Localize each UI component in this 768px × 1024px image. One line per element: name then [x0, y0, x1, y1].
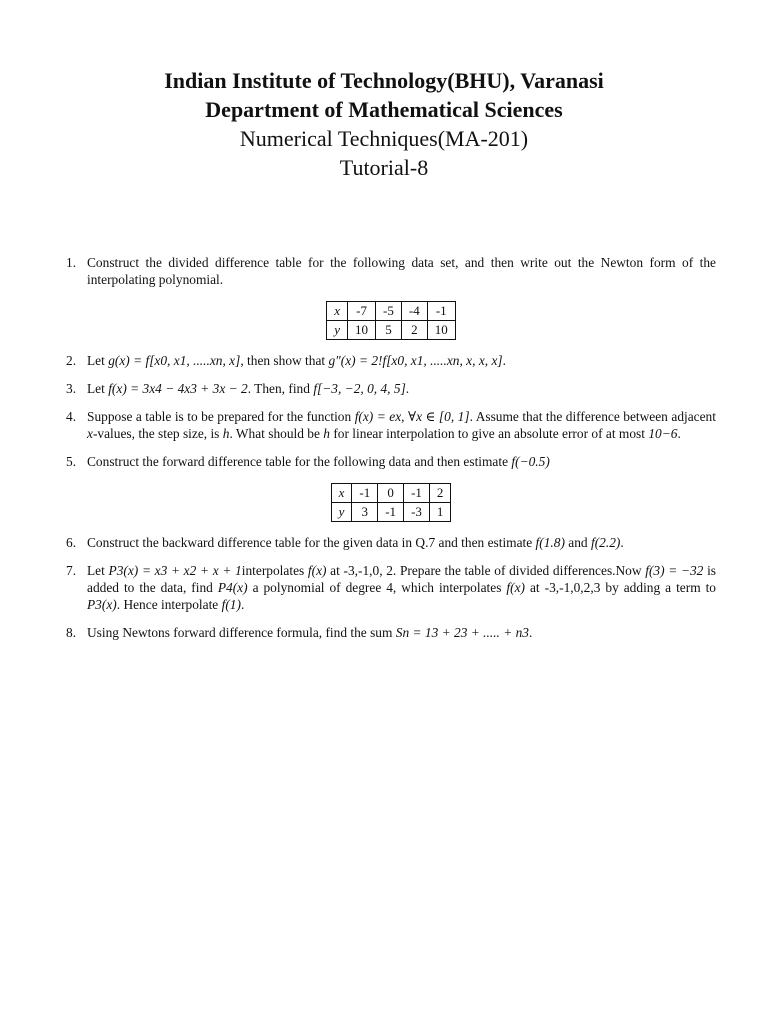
problem-text: Let g(x) = f[x0, x1, .....xn, x], then show that g″(x) = 2!f[x0, x1, .....xn, x, x, x]. [87, 353, 506, 368]
table-cell: 2 [429, 484, 451, 503]
table-cell: 1 [429, 503, 451, 522]
table-header-y: y [331, 503, 352, 522]
department-title: Department of Mathematical Sciences [205, 97, 563, 122]
table-header-y: y [327, 321, 348, 340]
problem-8 [66, 624, 716, 641]
data-table-2 [331, 483, 452, 522]
table-row-y [331, 503, 451, 522]
institute-title: Indian Institute of Technology(BHU), Varanasi [164, 68, 604, 93]
math-expression: f(−0.5) [511, 454, 550, 469]
course-title: Numerical Techniques(MA-201) [239, 126, 529, 151]
problem-text: Using Newtons forward difference formula, find the sum Sn = 13 + 23 + ..... + n3. [87, 625, 533, 640]
table-row-y [327, 321, 455, 340]
problem-number: 8. [66, 625, 77, 640]
math-expression: f(1) [221, 597, 241, 612]
math-expression: f(x) = ex, ∀x ∈ [0, 1] [354, 409, 470, 424]
table-cell: -1 [378, 503, 404, 522]
data-table-1 [326, 301, 455, 340]
table-cell: 0 [378, 484, 404, 503]
problem-number: 3. [66, 381, 77, 396]
problem-number: 1. [66, 255, 77, 270]
table-cell: -1 [404, 484, 430, 503]
document-header [0, 66, 768, 182]
problem-6 [66, 534, 716, 551]
math-expression: P3(x) [87, 597, 117, 612]
table-cell: 3 [352, 503, 378, 522]
math-expression: f(1.8) [535, 535, 565, 550]
math-expression: f(2.2) [590, 535, 621, 550]
math-expression: P4(x) [217, 580, 248, 595]
problem-text: Construct the backward difference table for the given data in Q.7 and then estimate f(1.8) and f(2.2). [87, 535, 624, 550]
problem-number: 5. [66, 454, 77, 469]
table-row-x [327, 302, 455, 321]
table-cell: -4 [401, 302, 427, 321]
problem-number: 4. [66, 409, 77, 424]
table-cell: -1 [352, 484, 378, 503]
problem-number: 6. [66, 535, 77, 550]
problem-text: Let f(x) = 3x4 − 4x3 + 3x − 2. Then, find f[−3, −2, 0, 4, 5]. [87, 381, 410, 396]
table-cell: 5 [376, 321, 402, 340]
math-expression: f(x) [506, 580, 525, 595]
table-cell: -5 [376, 302, 402, 321]
problem-2 [66, 352, 716, 369]
table-cell: -7 [348, 302, 376, 321]
math-expression: 10−6 [648, 426, 678, 441]
table-cell: 10 [348, 321, 376, 340]
math-expression: g(x) = f[x0, x1, .....xn, x] [108, 353, 241, 368]
table-cell: 2 [401, 321, 427, 340]
math-expression: f(x) = 3x4 − 4x3 + 3x − 2 [108, 381, 248, 396]
problem-text: Suppose a table is to be prepared for the function f(x) = ex, ∀x ∈ [0, 1]. Assume that the difference between adjacent x-values, the step size, is h. What should be h for linear interpolation to give an absolute error of at most 10−6. [87, 409, 716, 441]
problem-1 [66, 254, 716, 340]
problem-text: Let P3(x) = x3 + x2 + x + 1interpolates f(x) at -3,-1,0, 2. Prepare the table of divided differences.Now f(3) = −32 is added to the data, find P4(x) a polynomial of degree 4, which interpolates f(x) at -3,-1,0,2,3 by adding a term to P3(x). Hence interpolate f(1). [87, 563, 716, 612]
math-expression: f(3) = −32 [645, 563, 704, 578]
problem-list [66, 254, 716, 652]
table-header-x: x [331, 484, 352, 503]
math-expression: Sn = 13 + 23 + ..... + n3 [395, 625, 530, 640]
math-expression: f(x) [307, 563, 327, 578]
table-header-x: x [327, 302, 348, 321]
table-cell: -3 [404, 503, 430, 522]
problem-number: 7. [66, 563, 77, 578]
table-cell: -1 [427, 302, 455, 321]
problem-4 [66, 408, 716, 442]
problem-text: Construct the forward difference table for the following data and then estimate f(−0.5) [87, 454, 550, 469]
math-expression: g″(x) = 2!f[x0, x1, .....xn, x, x, x] [328, 353, 503, 368]
table-cell: 10 [427, 321, 455, 340]
math-expression: P3(x) = x3 + x2 + x + 1 [108, 563, 242, 578]
problem-5 [66, 453, 716, 522]
problem-3 [66, 380, 716, 397]
problem-7 [66, 562, 716, 613]
tutorial-title: Tutorial-8 [339, 155, 429, 180]
problem-text: Construct the divided difference table for the following data set, and then write out the Newton form of the interpolating polynomial. [87, 255, 716, 287]
table-row-x [331, 484, 451, 503]
problem-number: 2. [66, 353, 77, 368]
math-expression: f[−3, −2, 0, 4, 5] [313, 381, 406, 396]
